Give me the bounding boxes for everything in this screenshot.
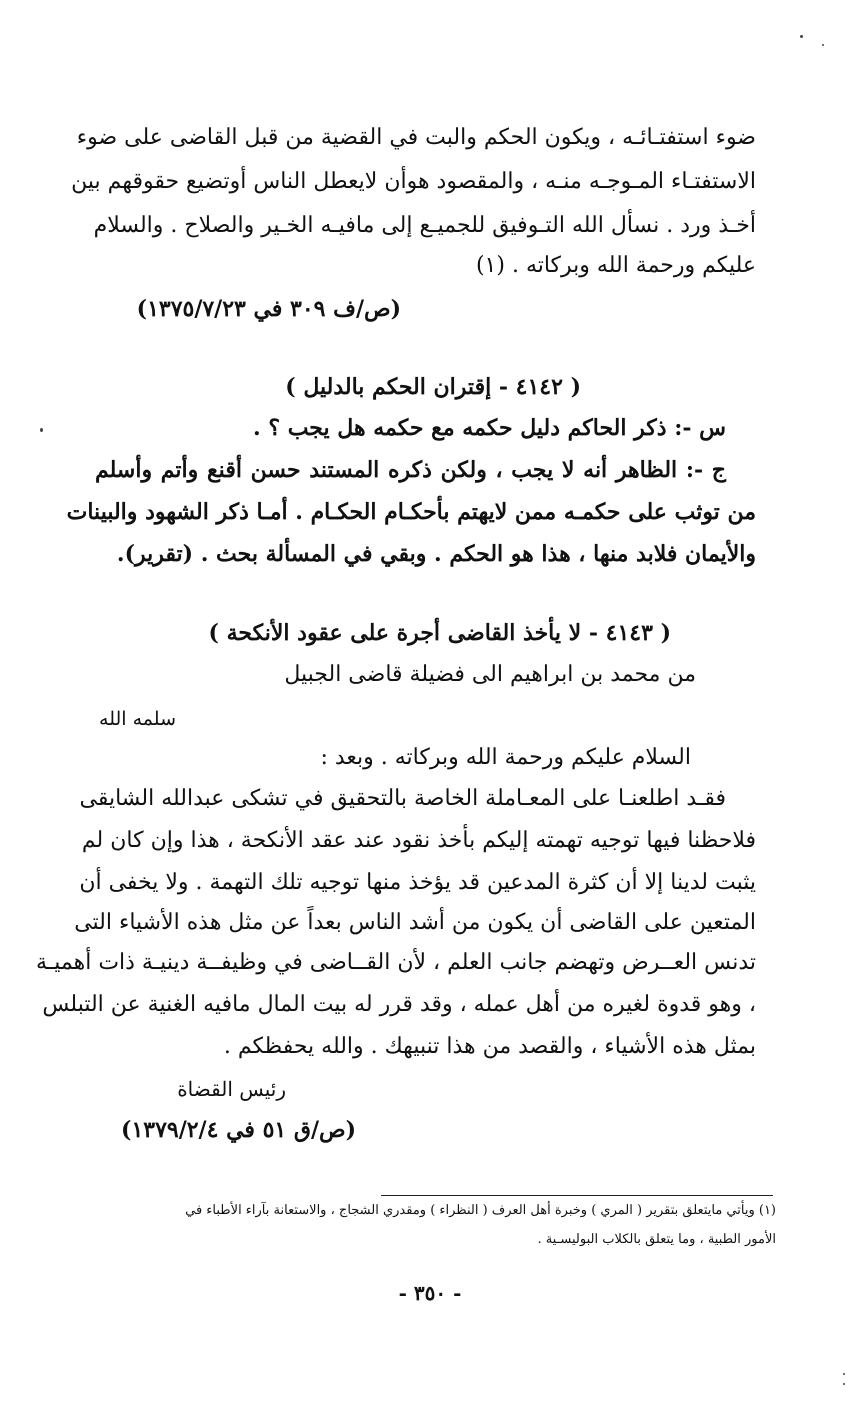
scan-speck <box>40 428 43 432</box>
paragraph-line: أخـذ ورد . نسأل الله التـوفيق للجميـع إلى مافيـه الخـير والصلاح . والسلام <box>93 213 756 238</box>
scan-speck <box>822 44 824 46</box>
letter-body-line: فلاحظنا فيها توجيه تهمته إليكم بأخذ نقود عند عقد الأنكحة ، هذا وإن كان لم <box>81 828 756 853</box>
signature: رئيس القضاة <box>177 1077 286 1101</box>
letter-salutation: سلمه الله <box>99 708 176 730</box>
footnote-rule <box>381 1195 773 1196</box>
letter-body-line: فقـد اطلعنـا على المعـاملة الخاصة بالتحقيق في تشكى عبدالله الشايقى <box>79 786 726 811</box>
footnote-line: الأمور الطبية ، وما يتعلق بالكلاب البوليسـية . <box>537 1232 776 1247</box>
section-title: ( ٤١٤٢ - إقتران الحكم بالدليل ) <box>285 374 581 400</box>
scan-speck <box>843 1383 845 1385</box>
letter-body-line: تدنس العــرض وتهضم جانب العلم ، لأن القــاضى في وظيفــة دينيـة ذات أهميـة <box>36 950 756 975</box>
reference-citation: (ص/ق ٥١ في ١٣٧٩/٢/٤) <box>121 1117 356 1143</box>
scan-speck <box>843 1373 845 1375</box>
answer-line: من توثب على حكمـه ممن لايهتم بأحكـام الحكـام . أمـا ذكر الشهود والبينات <box>66 499 756 525</box>
question-text: س -: ذكر الحاكم دليل حكمه مع حكمه هل يجب ؟ . <box>253 415 726 441</box>
scan-speck <box>800 35 803 38</box>
answer-line: ج -: الظاهر أنه لا يجب ، ولكن ذكره المستند حسن أقنع وأتم وأسلم <box>95 457 726 483</box>
footnote-line: (١) ويأتي مايتعلق بتقرير ( المري ) وخبرة أهل العرف ( النظراء ) ومقدري الشجاج ، والاستعانة بآراء الأطباء في <box>185 1203 776 1218</box>
paragraph-line: عليكم ورحمة الله وبركاته . (١) <box>475 253 756 278</box>
paragraph-line: ضوء استفتـائـه ، ويكون الحكم والبت في القضية من قبل القاضى على ضوء <box>76 125 756 150</box>
letter-body-line: بمثل هذه الأشياء ، والقصد من هذا تنبيهك . والله يحفظكم . <box>223 1034 756 1059</box>
paragraph-line: الاستفتـاء المـوجـه منـه ، والمقصود هوأن لايعطل الناس أوتضيع حقوقهم بين <box>71 169 756 194</box>
answer-line: والأيمان فلابد منها ، هذا هو الحكم . وبقي في المسألة بحث . (تقرير). <box>116 541 756 567</box>
letter-body-line: يثبت لدينا إلا أن كثرة المدعين قد يؤخذ منها توجيه تلك التهمة . ولا يخفى أن <box>79 870 756 895</box>
section-title: ( ٤١٤٣ - لا يأخذ القاضى أجرة على عقود الأنكحة ) <box>208 620 671 646</box>
letter-greeting: السلام عليكم ورحمة الله وبركاته . وبعد : <box>320 745 691 770</box>
letter-body-line: المتعين على القاضى أن يكون من أشد الناس بعداً عن مثل هذه الأشياء التى <box>74 910 756 935</box>
letter-body-line: ، وهو قدوة لغيره من أهل عمله ، وقد قرر له بيت المال مافيه الغنية عن التبلس <box>42 992 756 1017</box>
page-number: - ٣٥٠ - <box>398 1281 462 1305</box>
reference-citation: (ص/ف ٣٠٩ في ١٣٧٥/٧/٢٣) <box>136 296 401 322</box>
letter-from: من محمد بن ابراهيم الى فضيلة قاضى الجبيل <box>284 662 696 687</box>
